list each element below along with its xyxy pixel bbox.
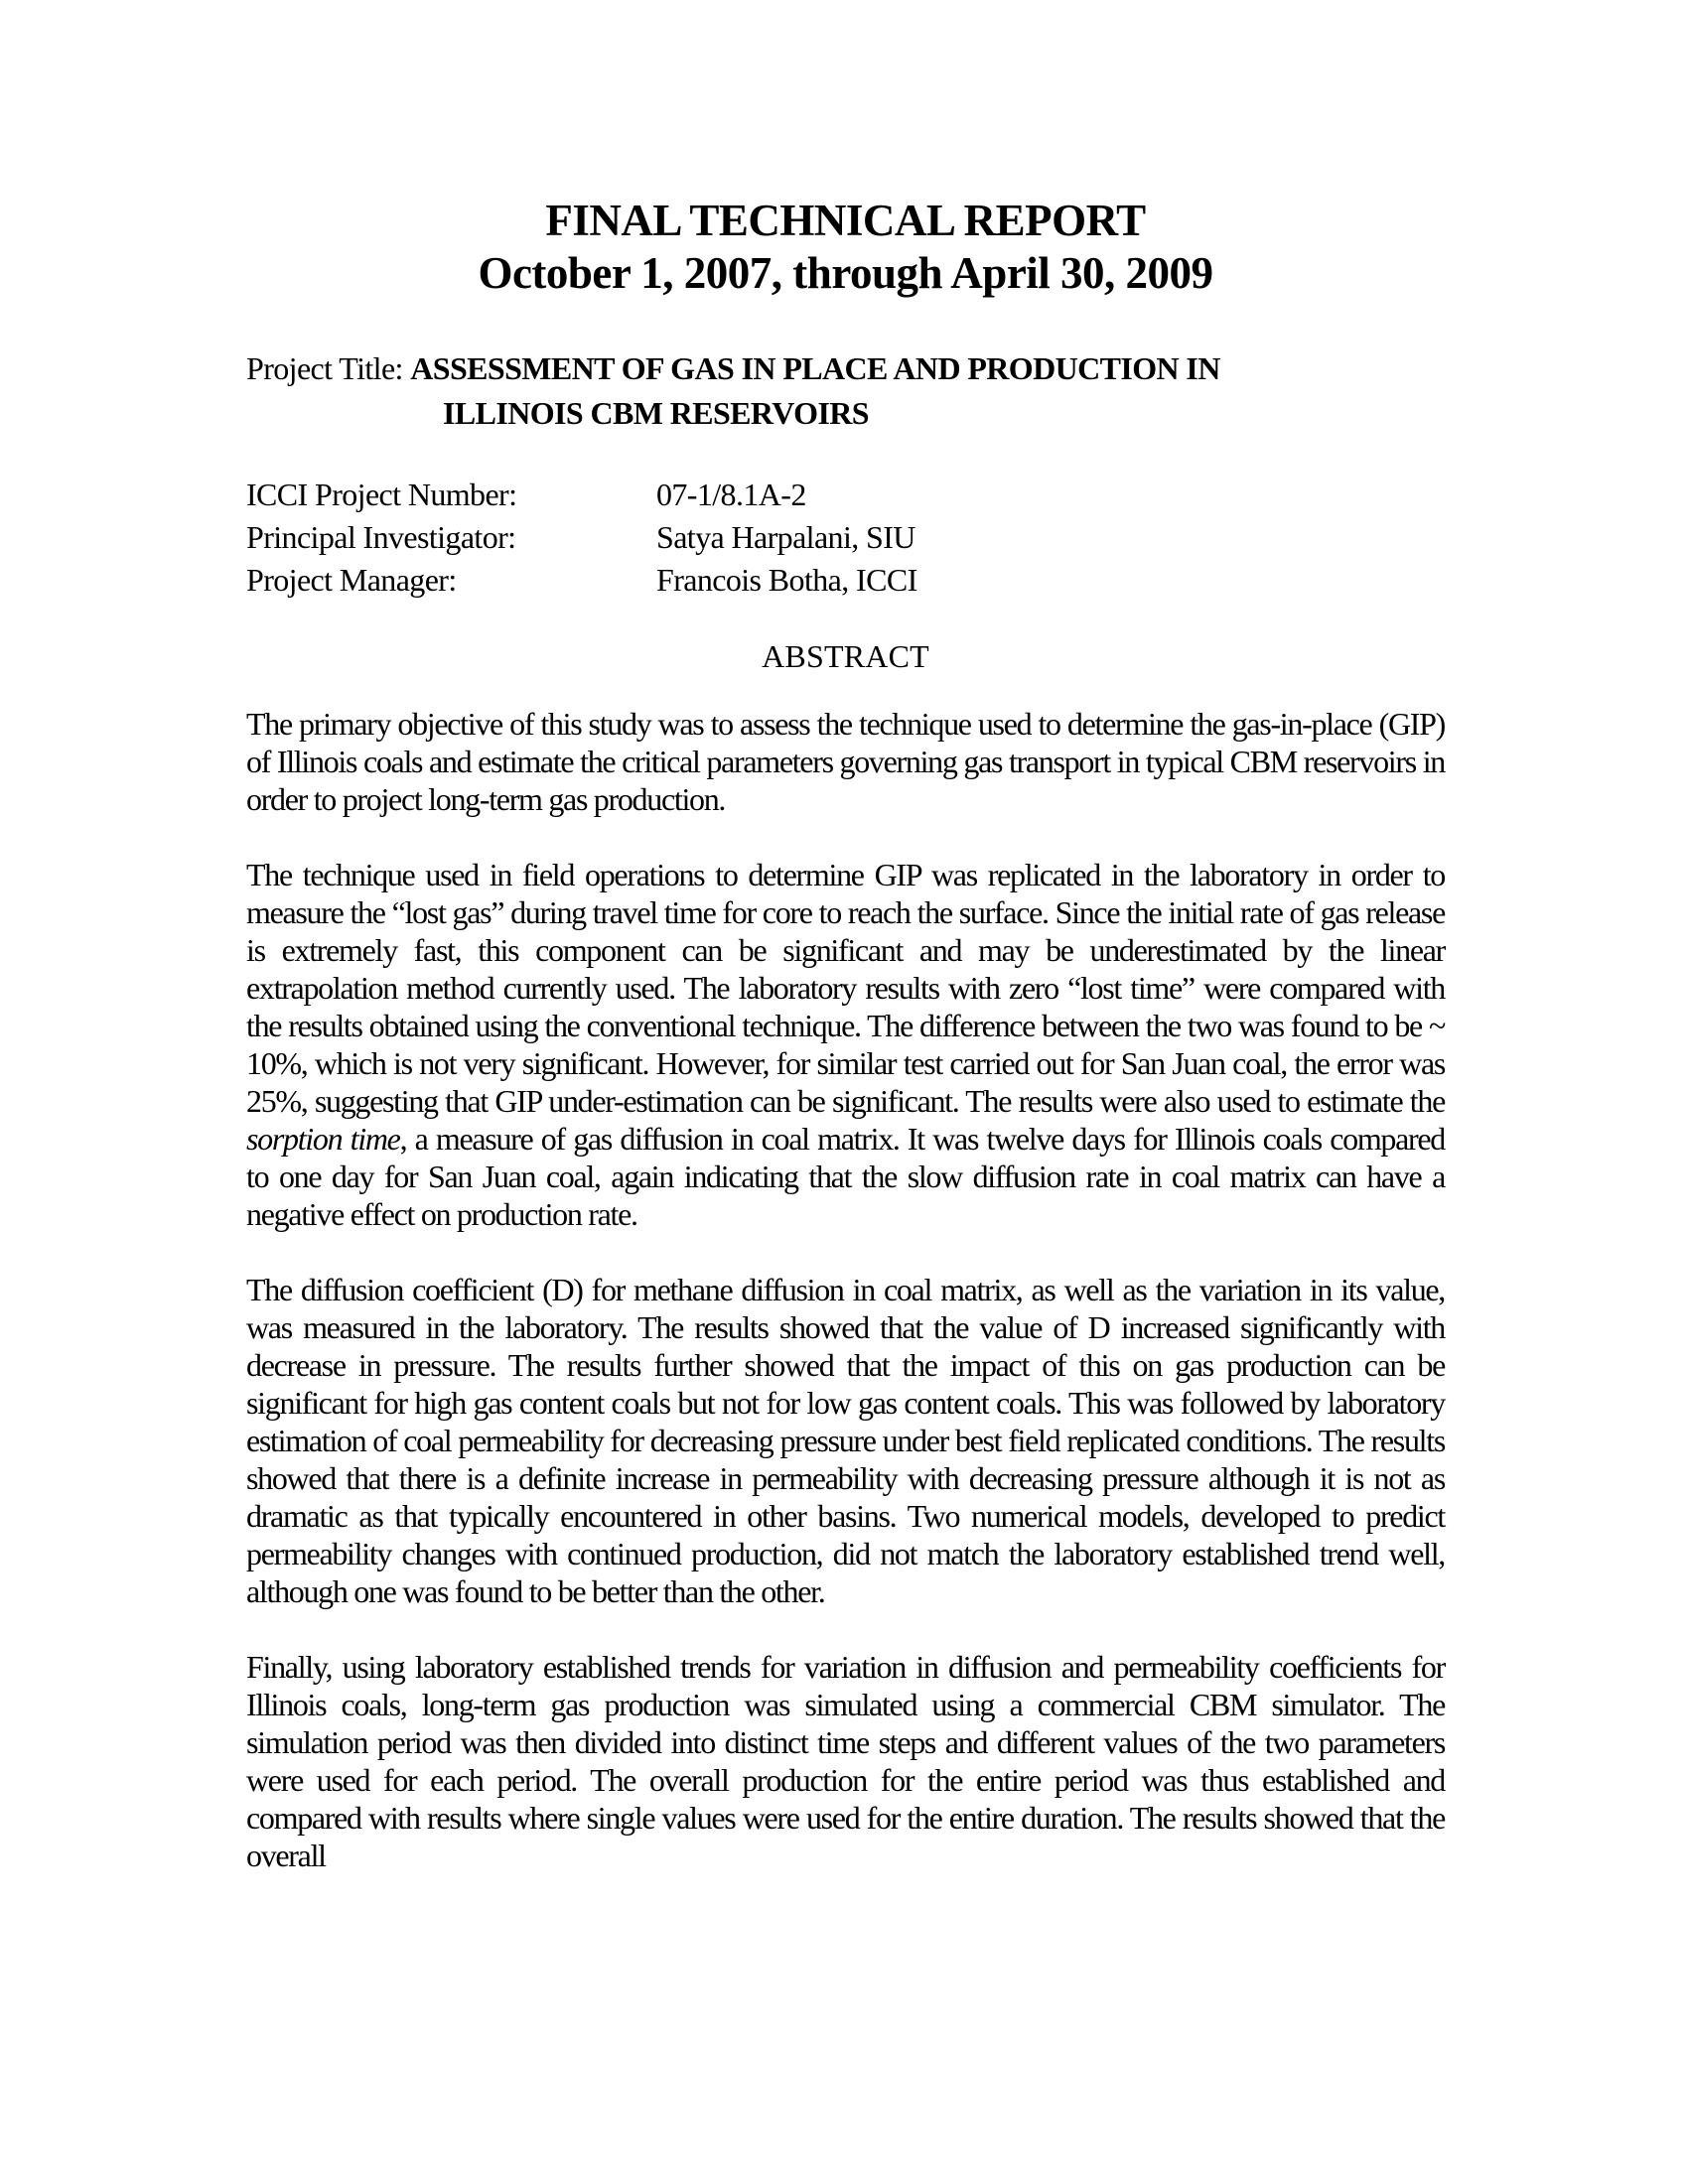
project-title	[246, 346, 1445, 436]
project-title-line-2: ILLINOIS CBM RESERVOIRS	[443, 395, 869, 431]
abstract-paragraph	[246, 856, 1445, 1233]
abstract-paragraph	[246, 1648, 1445, 1874]
project-title-label: Project Title:	[246, 350, 403, 386]
abstract-text: , a measure of gas diffusion in coal matrix. It was twelve days for Illinois coals compared to one day for San Juan coal, again indicating that the slow diffusion rate in coal matrix can have a negative effect on production rate.	[246, 1121, 1445, 1232]
title-line-1: FINAL TECHNICAL REPORT	[545, 196, 1146, 245]
abstract-text: The technique used in field operations to determine GIP was replicated in the laboratory in order to measure the “lost gas” during travel time for core to reach the surface. Since the initial rate of gas release is extremely fast, this component can be significant and may be underestimated by the linear extrapolation method currently used. The laboratory results with zero “lost time” were compared with the results obtained using the conventional technique. The difference between the two was found to be ~ 10%, which is not very significant. However, for similar test carried out for San Juan coal, the error was 25%, suggesting that GIP under-estimation can be significant. The results were also used to estimate the	[246, 857, 1445, 1119]
info-field-value: Satya Harpalani, SIU	[656, 519, 915, 555]
abstract-paragraph	[246, 705, 1445, 818]
abstract-text: Finally, using laboratory established trends for variation in diffusion and permeability coefficients for Illinois coals, long-term gas production was simulated using a commercial CBM simulator. The simulation period was then divided into distinct time steps and different values of the two parameters were used for each period. The overall production for the entire period was thus established and compared with results where single values were used for the entire duration. The results showed that the overall	[246, 1649, 1445, 1873]
info-field-row	[246, 516, 1445, 559]
document-title	[246, 195, 1445, 300]
info-field-label: ICCI Project Number:	[246, 477, 517, 512]
abstract-text: The diffusion coefficient (D) for methane diffusion in coal matrix, as well as the variation in its value, was measured in the laboratory. The results showed that the value of D increased significantly with decrease in pressure. The results further showed that the impact of this on gas production can be significant for high gas content coals but not for low gas content coals. This was followed by laboratory estimation of coal permeability for decreasing pressure under best field replicated conditions. The results showed that there is a definite increase in permeability with decreasing pressure although it is not as dramatic as that typically encountered in other basins. Two numerical models, developed to predict permeability changes with continued production, did not match the laboratory established trend well, although one was found to be better than the other.	[246, 1272, 1445, 1609]
info-field-label: Principal Investigator:	[246, 519, 516, 555]
info-field-label: Project Manager:	[246, 562, 457, 598]
info-field-value: 07-1/8.1A-2	[656, 477, 806, 512]
abstract-body	[246, 705, 1445, 1874]
info-field-value: Francois Botha, ICCI	[656, 562, 917, 598]
title-line-2: October 1, 2007, through April 30, 2009	[478, 248, 1213, 298]
abstract-text-italic: sorption time	[246, 1121, 400, 1157]
abstract-text: The primary objective of this study was to assess the technique used to determine the gas-in-place (GIP) of Illinois coals and estimate the critical parameters governing gas transport in typical CBM reservoirs in order to project long-term gas production.	[246, 706, 1445, 817]
project-info-fields	[246, 474, 1445, 602]
info-field-row	[246, 559, 1445, 602]
abstract-heading: ABSTRACT	[762, 638, 929, 674]
abstract-paragraph	[246, 1271, 1445, 1610]
info-field-row	[246, 474, 1445, 516]
project-title-line-1: ASSESSMENT OF GAS IN PLACE AND PRODUCTION IN	[410, 350, 1220, 386]
